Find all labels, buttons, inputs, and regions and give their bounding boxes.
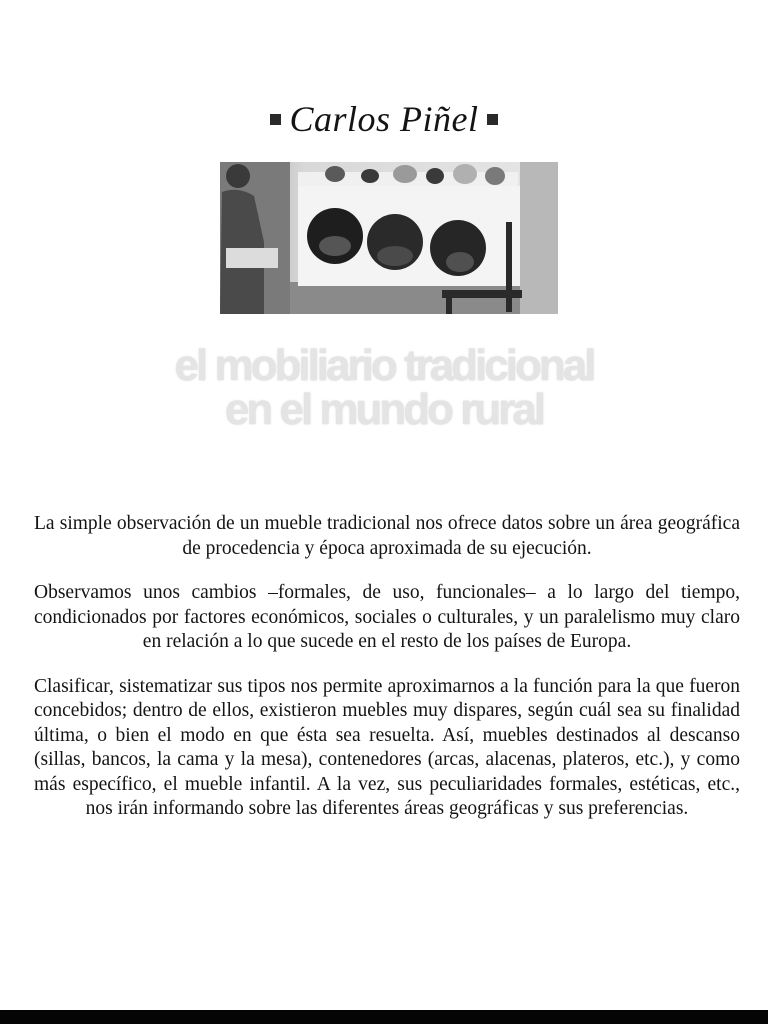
square-bullet-icon [487,114,498,125]
paragraph-2: Observamos unos cambios –formales, de uso, funcionales– a lo largo del tiempo, condicionados por factores económicos, sociales o culturales, y un paralelismo muy claro en relación a lo que sucede en el resto de los países de Europa. [34,582,740,652]
author-text: Carlos Piñel [289,99,479,139]
title-line-2: en el mundo rural [224,385,544,434]
square-bullet-icon [270,114,281,125]
cover-photo [220,162,558,314]
book-title [0,341,768,434]
author-name [0,98,768,140]
title-line-1: el mobiliario tradicional [174,341,594,390]
body-text [34,512,740,842]
bottom-edge [0,1010,768,1024]
paragraph-3: Clasificar, sistematizar sus tipos nos permite aproximarnos a la función para la que fueron concebidos; dentro de ellos, existieron muebles muy dispares, según cuál sea su finalidad última, o bien el modo en que ésta sea resuelta. Así, muebles destinados al descanso (sillas, bancos, la cama y la mesa), contenedores (arcas, alacenas, plateros, etc.), y como más específico, el mueble infantil. A la vez, sus peculiaridades formales, estéticas, etc., nos irán informando sobre las diferentes áreas geográficas y sus preferencias. [34,675,740,819]
paragraph-1: La simple observación de un mueble tradicional nos ofrece datos sobre un área geográfica de procedencia y época aproximada de su ejecución. [34,513,740,559]
